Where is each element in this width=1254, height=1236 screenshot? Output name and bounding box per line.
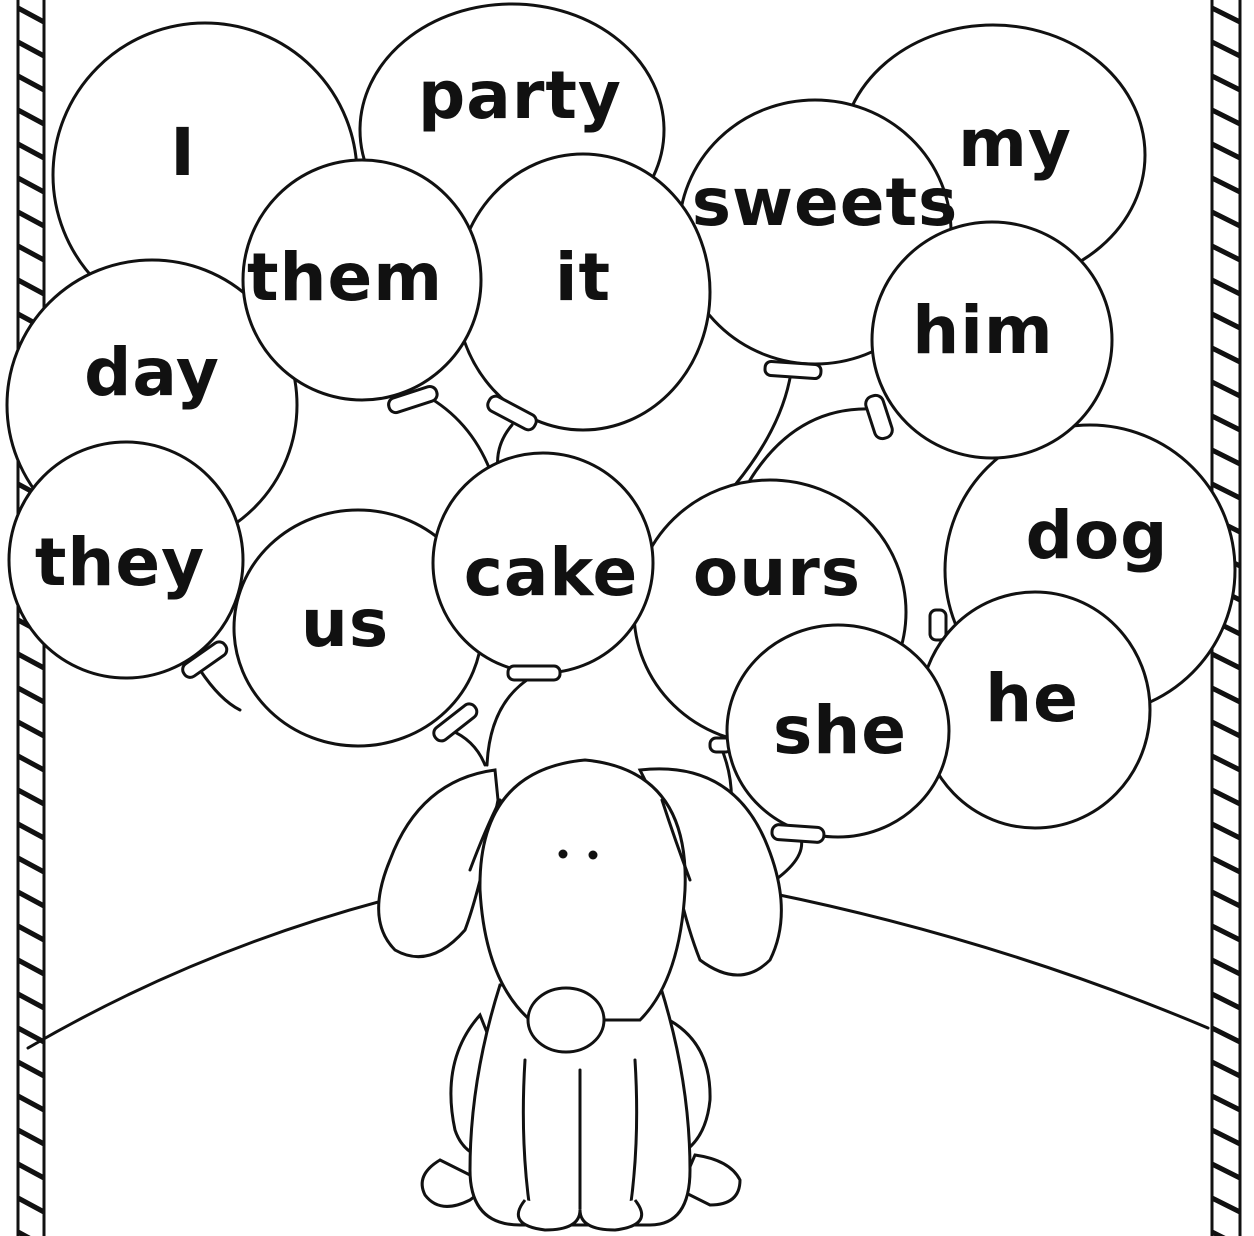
rope-hatch xyxy=(18,212,44,226)
rope-hatch xyxy=(18,858,44,872)
rope-hatch xyxy=(1212,314,1240,328)
rope-hatch xyxy=(18,688,44,702)
balloon-word-they: they xyxy=(34,524,206,602)
rope-hatch xyxy=(1212,76,1240,90)
rope-hatch xyxy=(1212,858,1240,872)
rope-hatch xyxy=(18,960,44,974)
rope-hatch xyxy=(1212,450,1240,464)
rope-hatch xyxy=(18,76,44,90)
rope-hatch xyxy=(18,110,44,124)
dog-eye-right xyxy=(589,851,598,860)
rope-hatch xyxy=(1212,1232,1240,1236)
rope-hatch xyxy=(1212,42,1240,56)
rope-hatch xyxy=(18,178,44,192)
balloon-word-she: she xyxy=(772,692,908,770)
rope-hatch xyxy=(1212,1198,1240,1212)
rope-hatch xyxy=(18,246,44,260)
rope-hatch xyxy=(18,892,44,906)
rope-hatch xyxy=(18,926,44,940)
dog-nose xyxy=(528,988,604,1052)
rope-hatch xyxy=(1212,722,1240,736)
balloon-word-them: them xyxy=(246,239,444,317)
rope-hatch xyxy=(1212,1096,1240,1110)
balloon-it xyxy=(456,154,710,432)
rope-hatch xyxy=(18,994,44,1008)
balloon-word-us: us xyxy=(300,585,390,663)
rope-hatch xyxy=(18,1062,44,1076)
rope-hatch xyxy=(18,790,44,804)
rope-hatch xyxy=(1212,756,1240,770)
balloon-they xyxy=(9,442,243,680)
balloon-she xyxy=(727,625,949,843)
rope-hatch xyxy=(18,280,44,294)
balloon-word-ours: ours xyxy=(692,534,862,612)
rope-hatch xyxy=(1212,994,1240,1008)
rope-hatch xyxy=(18,722,44,736)
balloon-word-he: he xyxy=(985,660,1079,738)
balloon-word-I: I xyxy=(170,114,196,192)
rope-hatch xyxy=(1212,790,1240,804)
balloon-word-it: it xyxy=(554,239,612,317)
rope-hatch xyxy=(18,42,44,56)
rope-hatch xyxy=(1212,926,1240,940)
rope-hatch xyxy=(1212,1028,1240,1042)
rope-hatch xyxy=(1212,280,1240,294)
rope-hatch xyxy=(18,1198,44,1212)
rope-hatch xyxy=(1212,348,1240,362)
balloon-word-sweets: sweets xyxy=(691,164,959,242)
rope-hatch xyxy=(18,1232,44,1236)
rope-hatch xyxy=(18,824,44,838)
balloon-word-party: party xyxy=(418,57,622,135)
rope-hatch xyxy=(1212,654,1240,668)
rope-hatch xyxy=(18,756,44,770)
dog-eye-left xyxy=(559,850,568,859)
rope-hatch xyxy=(1212,144,1240,158)
rope-hatch xyxy=(18,1096,44,1110)
rope-hatch xyxy=(18,1130,44,1144)
rope-hatch xyxy=(1212,212,1240,226)
rope-hatch xyxy=(1212,178,1240,192)
balloon-word-dog: dog xyxy=(1025,497,1169,575)
rope-hatch xyxy=(1212,8,1240,22)
rope-hatch xyxy=(1212,1130,1240,1144)
balloon-he xyxy=(920,592,1150,828)
rope-hatch xyxy=(18,8,44,22)
rope-hatch xyxy=(1212,688,1240,702)
balloon-word-cake: cake xyxy=(463,534,639,612)
rope-hatch xyxy=(1212,960,1240,974)
rope-hatch xyxy=(1212,1062,1240,1076)
rope-hatch xyxy=(1212,246,1240,260)
dog-icon xyxy=(379,760,782,1230)
rope-hatch xyxy=(1212,824,1240,838)
rope-hatch xyxy=(1212,416,1240,430)
rope-hatch xyxy=(18,1164,44,1178)
rope-hatch xyxy=(1212,892,1240,906)
rope-hatch xyxy=(1212,1164,1240,1178)
rope-hatch xyxy=(1212,110,1240,124)
balloon-word-day: day xyxy=(84,334,220,412)
rope-hatch xyxy=(18,144,44,158)
balloon-word-my: my xyxy=(958,105,1072,183)
rope-hatch xyxy=(1212,382,1240,396)
balloon-word-him: him xyxy=(912,292,1054,370)
rope-hatch xyxy=(18,654,44,668)
